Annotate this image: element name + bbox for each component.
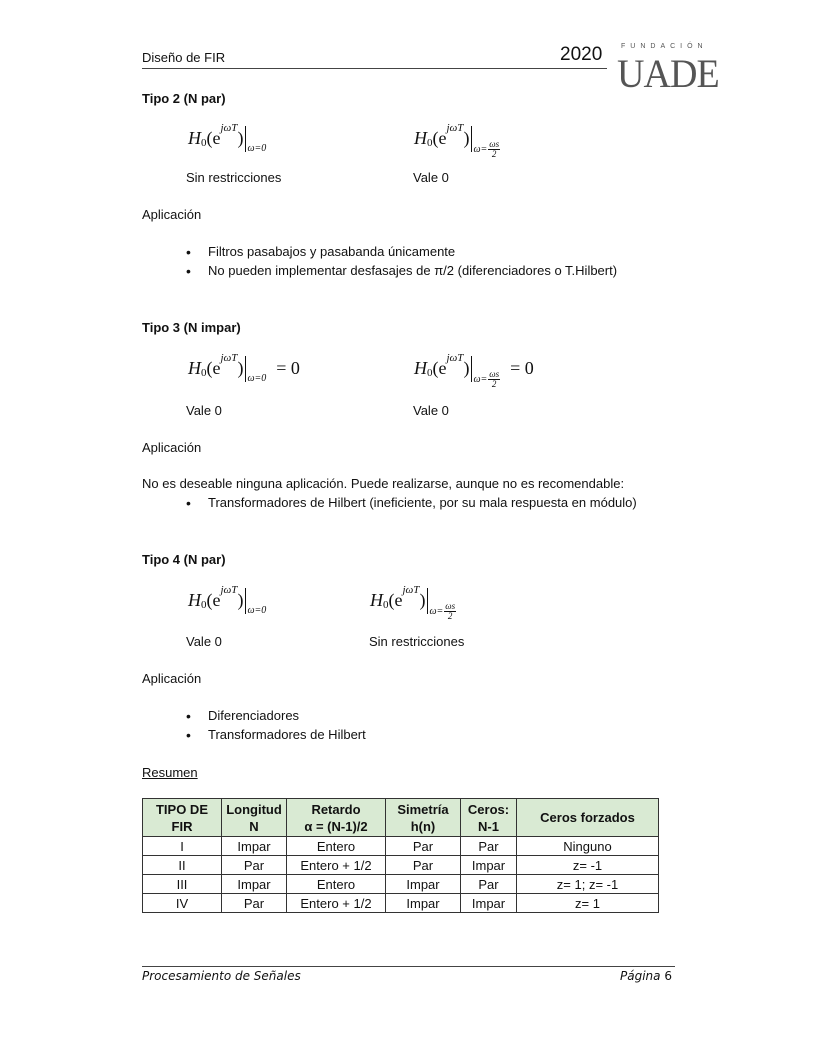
formula-close: ) [463, 358, 470, 378]
table-cell: Impar [386, 875, 461, 894]
formula-exponent: jωT [220, 122, 238, 134]
formula-at-zero [188, 584, 276, 616]
table-cell: Ninguno [517, 837, 659, 856]
page-label: Página [620, 969, 661, 983]
caption-right: Vale 0 [413, 403, 449, 418]
table-cell: Par [386, 856, 461, 875]
formula-subscript: 0 [201, 137, 207, 149]
table-cell: Impar [386, 894, 461, 913]
table-cell: Par [461, 875, 517, 894]
formula-subscript: 0 [427, 137, 433, 149]
application-bullet-list [186, 495, 637, 514]
formula-H: H [188, 128, 201, 148]
formula-exponent: jωT [446, 122, 464, 134]
table-cell: Impar [222, 837, 287, 856]
formula-subscript: 0 [201, 599, 207, 611]
bullet-item: • Transformadores de Hilbert (ineficiente, por su mala respuesta en módulo) [186, 495, 637, 514]
bullet-item: • Diferenciadores [186, 708, 366, 727]
section-heading: Tipo 2 (N par) [142, 91, 226, 106]
table-row [143, 894, 659, 913]
table-cell: Entero [287, 837, 386, 856]
table-cell: Par [386, 837, 461, 856]
col-header-tipo: TIPO DE FIR [143, 799, 222, 837]
formula-base: (e [432, 128, 447, 148]
formula-base: (e [432, 358, 447, 378]
table-cell: Impar [461, 856, 517, 875]
formula-exponent: jωT [220, 352, 238, 364]
application-label: Aplicación [142, 440, 202, 455]
formula-at-half-sampling [414, 122, 510, 159]
formula-equals: = 0 [276, 358, 300, 378]
evaluation-point: ω= $\frac{\omega s}{2}$ [473, 369, 500, 389]
table-cell: II [143, 856, 222, 875]
formula-equals: = 0 [510, 358, 534, 378]
formula-at-half-sampling [370, 584, 466, 621]
table-cell: Entero + 1/2 [287, 856, 386, 875]
formula-close: ) [463, 128, 470, 148]
formula-at-zero [188, 352, 300, 384]
table-cell: Par [222, 856, 287, 875]
header-rule [142, 68, 607, 69]
table-cell: Par [222, 894, 287, 913]
evaluation-bar [471, 126, 472, 152]
application-bullet-list [186, 244, 617, 282]
bullet-item: • Transformadores de Hilbert [186, 727, 366, 746]
section-heading: Tipo 3 (N impar) [142, 320, 241, 335]
formula-subscript: 0 [383, 599, 389, 611]
evaluation-bar [471, 356, 472, 382]
col-header-simetria: Simetría h(n) [386, 799, 461, 837]
formula-H: H [188, 590, 201, 610]
formula-close: ) [237, 128, 244, 148]
evaluation-point: ω=0 [247, 605, 267, 616]
col-header-retardo: Retardo α = (N-1)/2 [287, 799, 386, 837]
page-number: 6 [664, 969, 672, 983]
section-heading: Tipo 4 (N par) [142, 552, 226, 567]
table-cell: z= 1 [517, 894, 659, 913]
uade-logo: UADE [617, 51, 719, 96]
table-row [143, 837, 659, 856]
caption-right: Sin restricciones [369, 634, 465, 649]
formula-base: (e [206, 128, 221, 148]
header-title: Diseño de FIR [142, 50, 226, 65]
formula-at-half-sampling [414, 352, 534, 389]
formula-exponent: jωT [220, 584, 238, 596]
summary-label: Resumen [142, 765, 198, 780]
evaluation-point: ω= $\frac{\omega s}{2}$ [429, 601, 456, 621]
footer-page [620, 969, 672, 983]
table-cell: Par [461, 837, 517, 856]
evaluation-bar [245, 356, 246, 382]
formula-H: H [414, 128, 427, 148]
caption-left: Sin restricciones [186, 170, 282, 185]
table-cell: III [143, 875, 222, 894]
formula-close: ) [237, 358, 244, 378]
evaluation-point: ω= $\frac{\omega s}{2}$ [473, 139, 500, 159]
formula-at-zero [188, 122, 276, 154]
footer-course-title: Procesamiento de Señales [142, 969, 301, 983]
formula-exponent: jωT [446, 352, 464, 364]
formula-close: ) [237, 590, 244, 610]
application-label: Aplicación [142, 207, 202, 222]
evaluation-point: ω=0 [247, 143, 267, 154]
footer-rule [142, 966, 675, 967]
evaluation-bar [245, 588, 246, 614]
table-row [143, 856, 659, 875]
col-header-ceros-forzados: Ceros forzados [517, 799, 659, 837]
application-label: Aplicación [142, 671, 202, 686]
evaluation-bar [427, 588, 428, 614]
application-intro: No es deseable ninguna aplicación. Puede realizarse, aunque no es recomendable: [142, 476, 625, 491]
caption-right: Vale 0 [413, 170, 449, 185]
caption-left: Vale 0 [186, 634, 222, 649]
table-header-row [143, 799, 659, 837]
col-header-longitud: Longitud N [222, 799, 287, 837]
logo-fundacion-text: FUNDACIÓN [621, 43, 708, 50]
summary-table [142, 798, 659, 913]
table-cell: z= 1; z= -1 [517, 875, 659, 894]
formula-H: H [414, 358, 427, 378]
formula-exponent: jωT [402, 584, 420, 596]
formula-H: H [370, 590, 383, 610]
formula-base: (e [206, 590, 221, 610]
bullet-item: • No pueden implementar desfasajes de π/2 (diferenciadores o T.Hilbert) [186, 263, 617, 282]
table-cell: Impar [222, 875, 287, 894]
application-bullet-list [186, 708, 366, 746]
col-header-ceros: Ceros: N-1 [461, 799, 517, 837]
table-row [143, 875, 659, 894]
formula-H: H [188, 358, 201, 378]
formula-subscript: 0 [427, 367, 433, 379]
table-cell: Impar [461, 894, 517, 913]
formula-subscript: 0 [201, 367, 207, 379]
formula-base: (e [388, 590, 403, 610]
header-year: 2020 [560, 44, 603, 65]
table-cell: I [143, 837, 222, 856]
caption-left: Vale 0 [186, 403, 222, 418]
table-cell: Entero + 1/2 [287, 894, 386, 913]
evaluation-point: ω=0 [247, 373, 267, 384]
evaluation-bar [245, 126, 246, 152]
bullet-item: • Filtros pasabajos y pasabanda únicamente [186, 244, 617, 263]
table-cell: IV [143, 894, 222, 913]
table-cell: Entero [287, 875, 386, 894]
formula-close: ) [419, 590, 426, 610]
formula-base: (e [206, 358, 221, 378]
table-cell: z= -1 [517, 856, 659, 875]
